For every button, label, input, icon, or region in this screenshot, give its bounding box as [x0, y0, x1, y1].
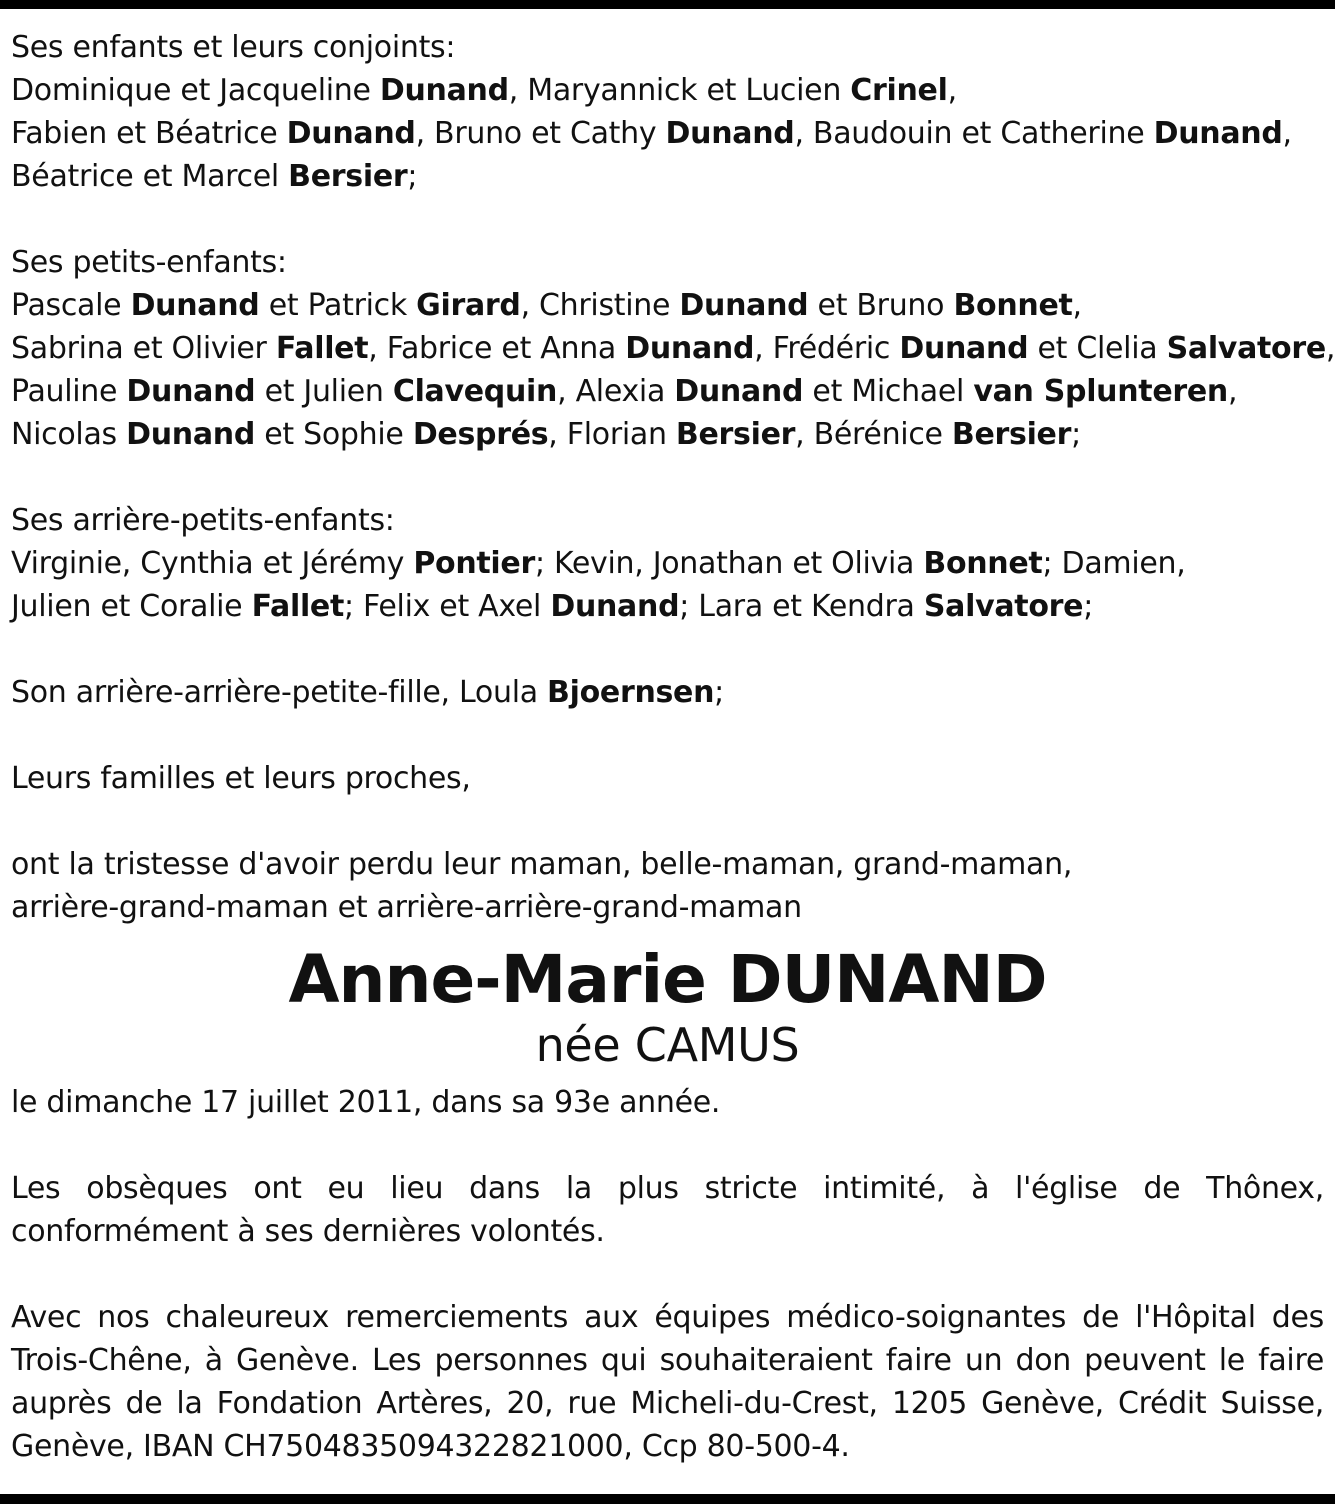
great-grandchildren-section: [11, 499, 1324, 628]
text-segment: , Frédéric: [754, 331, 900, 366]
text-segment: Dominique et Jacqueline: [11, 73, 380, 108]
great-grandchildren-heading: Ses arrière-petits-enfants:: [11, 503, 395, 538]
spacer: [11, 456, 1324, 499]
surname: Fallet: [275, 331, 369, 366]
surname: Dunand: [674, 374, 804, 409]
text-segment: ,: [1072, 288, 1082, 323]
text-segment: Béatrice et Marcel: [11, 159, 289, 194]
surname: Dunand: [126, 417, 256, 452]
great-grandchildren-list: [11, 542, 1324, 628]
surname: Després: [412, 417, 549, 452]
surname: Salvatore: [1166, 331, 1326, 366]
grandchildren-list: [11, 284, 1335, 456]
surname: Bjoernsen: [547, 675, 715, 710]
text-segment: ,: [1227, 374, 1238, 409]
surname: Bonnet: [953, 288, 1073, 323]
surname: Girard: [416, 288, 521, 323]
thanks-paragraph: Avec nos chaleureux remerciements aux équipes médico-soignantes de l'Hôpital des Trois-Chêne, à Genève. Les personnes qui souhaiteraient faire un don peuvent le faire auprès de la Fondation Artères, 20, rue Micheli-du-Crest, 1205 Genève, Crédit Suisse, Genève, IBAN CH7504835094322821000, Ccp 80-500-4.: [11, 1300, 1324, 1464]
text-segment: ; Damien,: [1042, 546, 1186, 581]
announcement-text: [11, 843, 1324, 929]
surname: Dunand: [679, 288, 809, 323]
deceased-name: Anne-Marie DUNAND: [288, 941, 1047, 1018]
text-segment: et Julien: [255, 374, 393, 409]
spacer: [11, 714, 1324, 757]
text-segment: ; Kevin, Jonathan et Olivia: [534, 546, 924, 581]
surname: Dunand: [286, 116, 416, 151]
text-segment: ;: [714, 675, 724, 710]
children-heading: Ses enfants et leurs conjoints:: [11, 30, 456, 65]
spacer: [11, 800, 1324, 843]
families-line: Leurs familles et leurs proches,: [11, 761, 471, 796]
text-segment: et Sophie: [255, 417, 413, 452]
surname: Clavequin: [392, 374, 558, 409]
children-section: [11, 26, 1324, 198]
surname: Dunand: [1153, 116, 1283, 151]
date-line: le dimanche 17 juillet 2011, dans sa 93e année.: [11, 1085, 721, 1120]
surname: van Splunteren: [973, 374, 1228, 409]
name-line: [11, 327, 1335, 370]
grandchildren-section: [11, 241, 1335, 456]
name-line: [11, 370, 1324, 413]
text-segment: Sabrina et Olivier: [11, 331, 276, 366]
name-line: [11, 585, 1324, 628]
text-segment: et Bruno: [808, 288, 954, 323]
text-segment: Fabien et Béatrice: [11, 116, 287, 151]
surname: Dunand: [899, 331, 1029, 366]
text-segment: Julien et Coralie: [11, 589, 252, 624]
text-segment: Virginie, Cynthia et Jérémy: [11, 546, 414, 581]
grandchildren-heading: Ses petits-enfants:: [11, 245, 287, 280]
deceased-name-block: [11, 943, 1324, 1073]
spacer: [11, 1253, 1324, 1296]
top-border-rule: [0, 0, 1335, 9]
maiden-name: née CAMUS: [535, 1018, 800, 1072]
spacer: [11, 628, 1324, 671]
text-segment: , Maryannick et Lucien: [508, 73, 851, 108]
name-line: [11, 542, 1324, 585]
text-segment: , Florian: [548, 417, 676, 452]
text-segment: ; Lara et Kendra: [679, 589, 924, 624]
text-segment: ;: [1083, 589, 1093, 624]
text-segment: ,: [947, 73, 957, 108]
obituary-notice: [11, 26, 1335, 1468]
surname: Dunand: [126, 374, 256, 409]
text-segment: , Fabrice et Anna: [368, 331, 626, 366]
text-segment: et Michael: [803, 374, 974, 409]
text-segment: ,: [1282, 116, 1292, 151]
text-segment: et Patrick: [259, 288, 417, 323]
text-segment: , Alexia: [557, 374, 675, 409]
text-segment: Son arrière-arrière-petite-fille, Loula: [11, 675, 548, 710]
surname: Crinel: [850, 73, 948, 108]
bottom-border-rule: [0, 1494, 1335, 1504]
name-line: [11, 69, 1324, 112]
text-segment: , Baudouin et Catherine: [794, 116, 1154, 151]
text-segment: Nicolas: [11, 417, 127, 452]
text-segment: Pascale: [11, 288, 131, 323]
name-line: [11, 112, 1324, 155]
announcement-line: ont la tristesse d'avoir perdu leur maman, belle-maman, grand-maman,: [11, 847, 1073, 882]
text-segment: , Bruno et Cathy: [415, 116, 666, 151]
children-list: [11, 69, 1324, 198]
spacer: [11, 198, 1324, 241]
text-segment: et Clelia: [1028, 331, 1167, 366]
surname: Dunand: [665, 116, 795, 151]
name-line: [11, 155, 1324, 198]
surname: Dunand: [130, 288, 260, 323]
text-segment: ;: [407, 159, 418, 194]
text-segment: , Christine: [520, 288, 680, 323]
surname: Dunand: [379, 73, 509, 108]
text-segment: ,: [1325, 331, 1335, 366]
surname: Bonnet: [923, 546, 1043, 581]
surname: Bersier: [951, 417, 1072, 452]
funeral-paragraph: Les obsèques ont eu lieu dans la plus stricte intimité, à l'église de Thônex, conformément à ses dernières volontés.: [11, 1171, 1324, 1249]
surname: Dunand: [625, 331, 755, 366]
text-segment: ;: [1071, 417, 1081, 452]
surname: Fallet: [251, 589, 345, 624]
surname: Bersier: [288, 159, 408, 194]
surname: Bersier: [675, 417, 796, 452]
announcement-line: arrière-grand-maman et arrière-arrière-grand-maman: [11, 890, 802, 925]
surname: Dunand: [550, 589, 680, 624]
surname: Salvatore: [923, 589, 1084, 624]
spacer: [11, 1124, 1324, 1167]
name-line: [11, 413, 1324, 456]
great-great-granddaughter-line: [11, 671, 1324, 714]
text-segment: Pauline: [11, 374, 127, 409]
text-segment: , Bérénice: [795, 417, 952, 452]
name-line: [11, 284, 1324, 327]
surname: Pontier: [413, 546, 535, 581]
text-segment: ; Felix et Axel: [344, 589, 551, 624]
